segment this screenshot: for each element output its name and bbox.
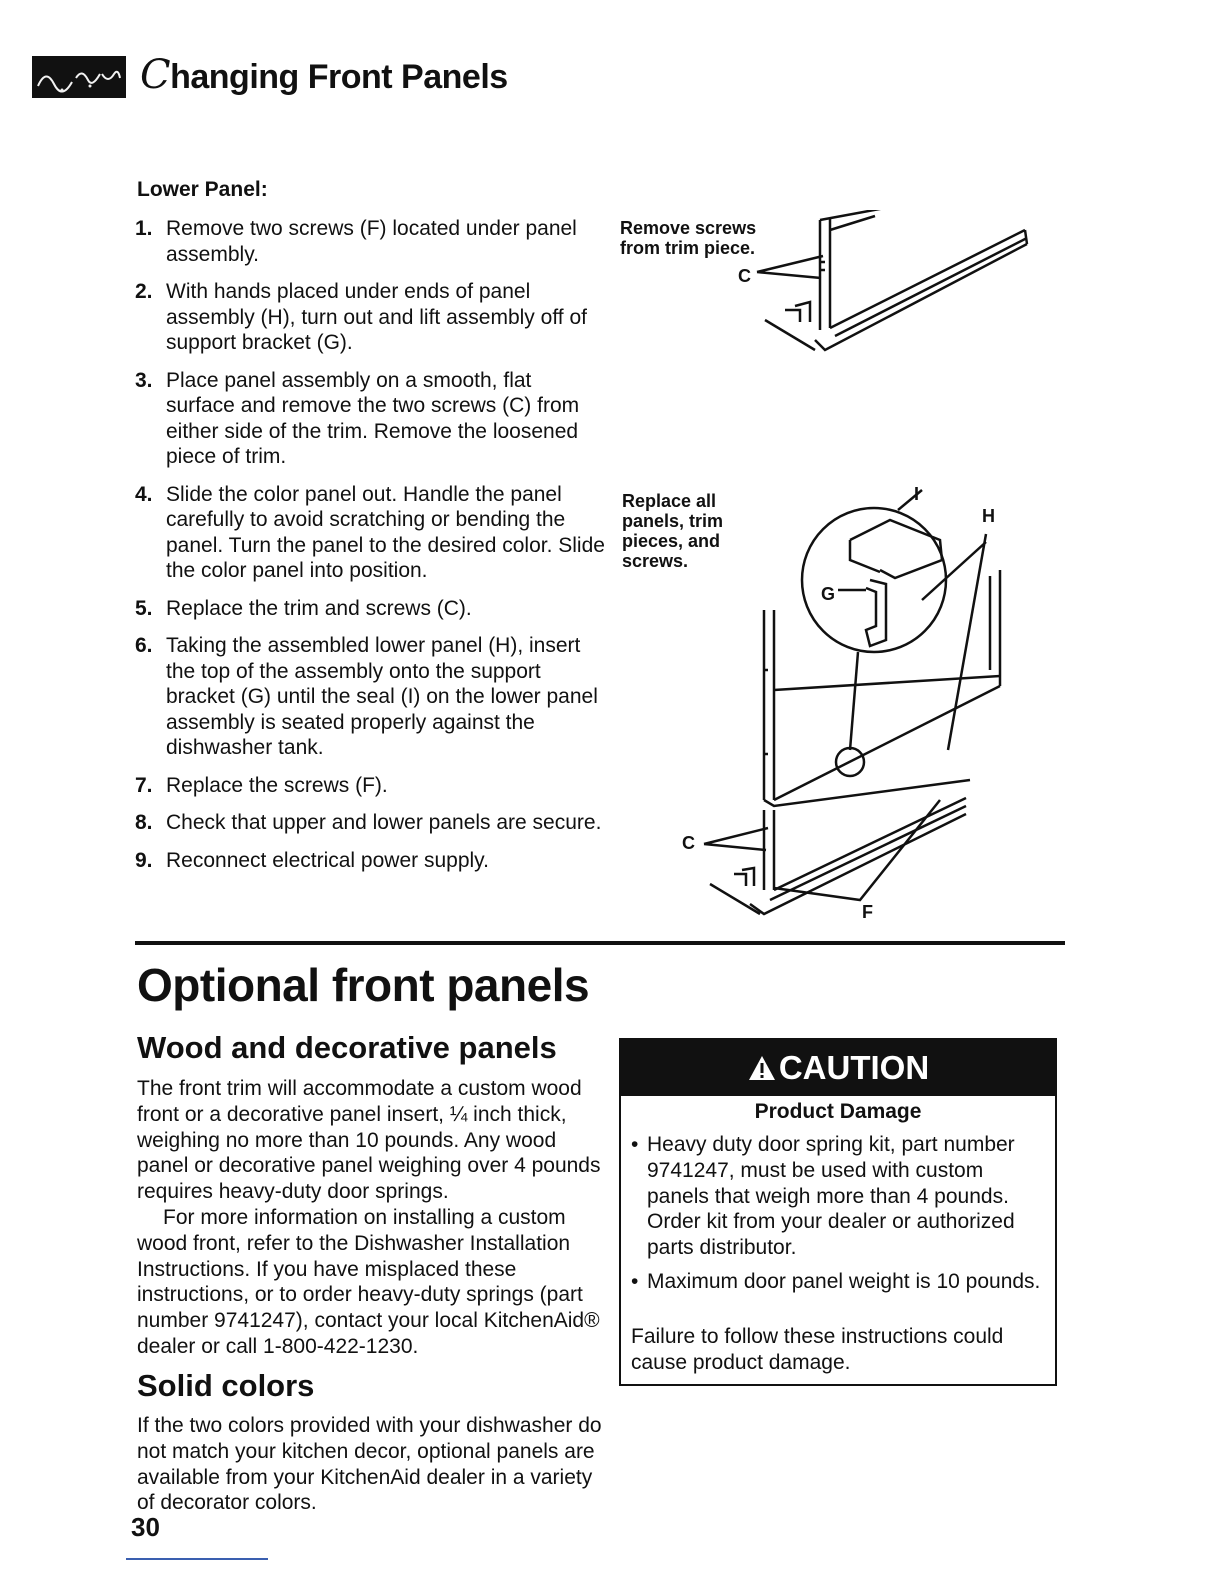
figure2-label-i: I bbox=[914, 484, 920, 504]
figure2-label-f: F bbox=[862, 902, 873, 922]
bullet-icon: • bbox=[631, 1269, 639, 1293]
figure1-note bbox=[620, 218, 756, 258]
caution-bullet-list bbox=[629, 1132, 1049, 1303]
caution-subtitle: Product Damage bbox=[754, 1100, 922, 1123]
caution-label: CAUTION bbox=[778, 1049, 930, 1086]
figure2-note-line: panels, trim bbox=[622, 511, 724, 531]
figure1-label-c: C bbox=[738, 266, 751, 286]
wood-panels-heading: Wood and decorative panels bbox=[137, 1030, 557, 1065]
step-item: 6. Taking the assembled lower panel (H), insert the top of the assembly onto the support bracket (G) until the seal (I) on the lower panel assembly is seated properly against the dishwasher tank. bbox=[135, 634, 598, 759]
page-number: 30 bbox=[131, 1512, 160, 1542]
figure2-note-line: pieces, and bbox=[622, 531, 721, 551]
wood-panels-paragraph: For more information on installing a custom wood front, refer to the Dishwasher Installation Instructions. If you have misplaced these instructions, or to order heavy-duty springs (part number 9741247), contact your local KitchenAid® dealer or call 1-800-422-1230. bbox=[137, 1205, 600, 1358]
wood-panels-body bbox=[137, 1076, 612, 1360]
page-title: Changing Front Panels bbox=[140, 52, 508, 98]
section-title: Optional front panels bbox=[137, 959, 590, 1011]
step-item: 8. Check that upper and lower panels are secure. bbox=[135, 811, 602, 834]
wood-panels-paragraph: The front trim will accommodate a custom wood front or a decorative panel insert, ¼ inch thick, weighing no more than 10 pounds. Any wood panel or decorative panel weighing over 4 pounds requires heavy-duty door springs. bbox=[137, 1077, 601, 1204]
step-item: 1. Remove two screws (F) located under panel assembly. bbox=[135, 217, 577, 266]
steps-list bbox=[135, 216, 605, 885]
lower-panel-heading: Lower Panel: bbox=[137, 178, 268, 201]
warning-triangle-icon bbox=[747, 1054, 777, 1082]
bullet-icon: • bbox=[631, 1133, 639, 1156]
figure2-label-h: H bbox=[982, 506, 995, 526]
figure2-note-line: screws. bbox=[622, 551, 689, 571]
caution-bullet: • Maximum door panel weight is 10 pounds. bbox=[631, 1269, 1041, 1293]
step-item: 4. Slide the color panel out. Handle the panel carefully to avoid scratching or bending the panel. Turn the panel to the desired color. Slide the color panel into position. bbox=[135, 482, 605, 582]
figure1-note-line: from trim piece. bbox=[620, 238, 756, 258]
caution-box bbox=[619, 1038, 1057, 1386]
step-item: 3. Place panel assembly on a smooth, flat surface and remove the two screws (C) from either side of the trim. Remove the loosened piece of trim. bbox=[135, 368, 580, 468]
step-item: 2. With hands placed under ends of panel assembly (H), turn out and lift assembly off of support bracket (G). bbox=[135, 280, 587, 354]
caution-footer: Failure to follow these instructions could cause product damage. bbox=[631, 1325, 1004, 1374]
step-item: 9. Reconnect electrical power supply. bbox=[135, 848, 489, 872]
solid-colors-paragraph: If the two colors provided with your dishwasher do not match your kitchen decor, optional panels are available from your KitchenAid dealer in a variety of decorator colors. bbox=[137, 1414, 602, 1515]
caution-bullet: • Heavy duty door spring kit, part number 9741247, must be used with custom panels that weigh more than 4 pounds. Order kit from your dealer or authorized parts distributor. bbox=[631, 1133, 1015, 1260]
header-logo-graphic bbox=[32, 56, 126, 98]
figure2-assembly-diagram bbox=[690, 480, 1020, 920]
solid-colors-body bbox=[137, 1413, 612, 1516]
caution-header bbox=[621, 1040, 1055, 1096]
step-item: 7. Replace the screws (F). bbox=[135, 773, 388, 797]
section-divider bbox=[135, 941, 1065, 945]
figure1-trim-diagram bbox=[755, 210, 1035, 360]
figure2-note-line: Replace all bbox=[622, 491, 717, 511]
figure1-note-line: Remove screws bbox=[620, 218, 757, 238]
figure2-label-c: C bbox=[682, 833, 695, 853]
figure2-label-g: G bbox=[821, 584, 836, 604]
bottom-rule bbox=[126, 1558, 268, 1560]
solid-colors-heading: Solid colors bbox=[137, 1368, 315, 1403]
step-item: 5. Replace the trim and screws (C). bbox=[135, 596, 472, 620]
